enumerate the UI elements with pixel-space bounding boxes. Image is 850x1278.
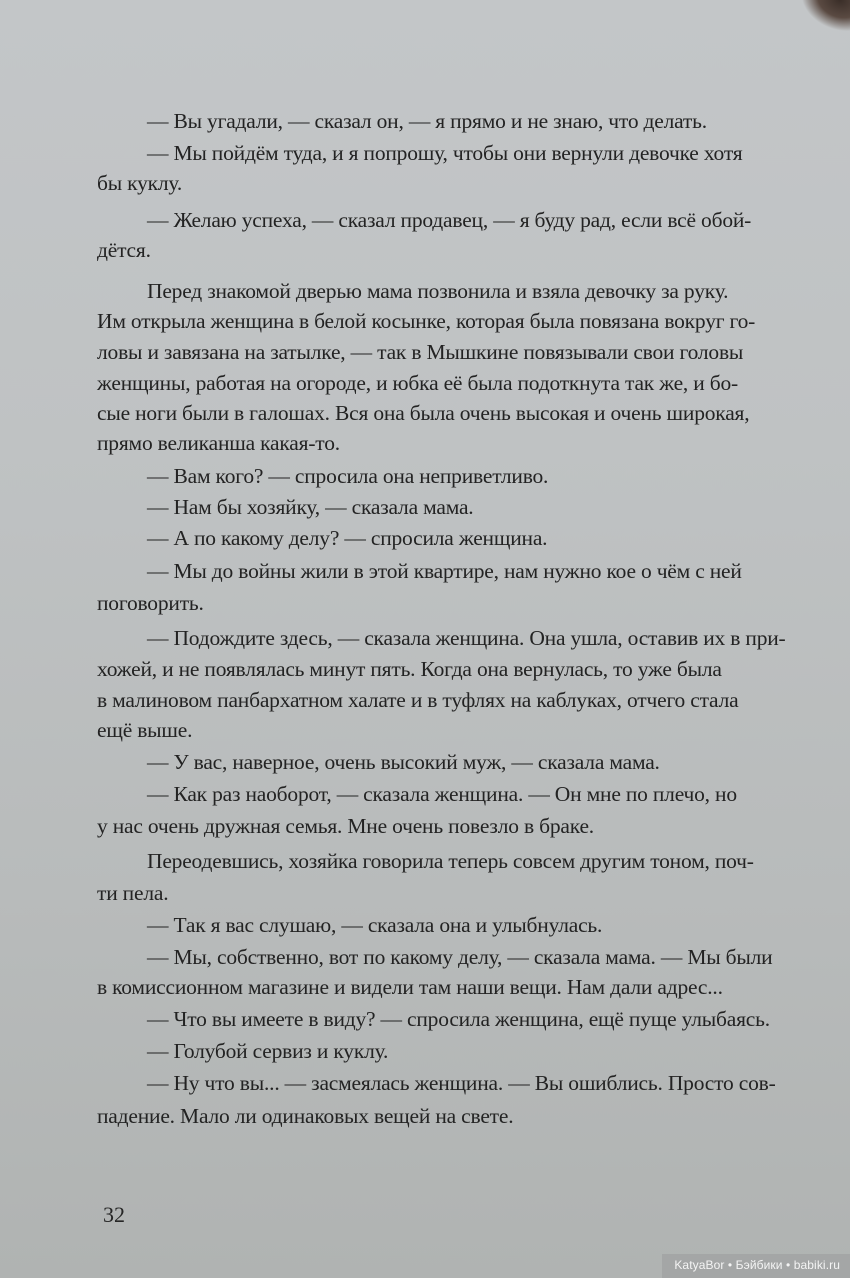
text-line: — Так я вас слушаю, — сказала она и улыбнулась. — [147, 913, 603, 937]
text-line: ловы и завязана на затылке, — так в Мышкине повязывали свои головы — [97, 340, 744, 364]
text-line: ти пела. — [97, 881, 169, 905]
page-number: 32 — [103, 1202, 125, 1227]
text-line: — Как раз наоборот, — сказала женщина. — Он мне по плечо, но — [147, 782, 737, 806]
text-line: сые ноги были в галошах. Вся она была очень высокая и очень широкая, — [97, 401, 750, 425]
text-line: в малиновом панбархатном халате и в туфлях на каблуках, отчего стала — [97, 688, 739, 712]
text-line: — Мы, собственно, вот по какому делу, — сказала мама. — Мы были — [147, 945, 773, 969]
text-line: — Вам кого? — спросила она неприветливо. — [147, 464, 549, 488]
text-line: женщины, работая на огороде, и юбка её была подоткнута так же, и бо- — [97, 371, 739, 395]
text-line: хожей, и не появлялась минут пять. Когда она вернулась, то уже была — [97, 657, 722, 681]
text-line: — Ну что вы... — засмеялась женщина. — Вы ошиблись. Просто сов- — [147, 1071, 776, 1095]
text-line: прямо великанша какая-то. — [97, 431, 340, 455]
text-line: — Что вы имеете в виду? — спросила женщина, ещё пуще улыбаясь. — [147, 1007, 770, 1031]
text-line: — Вы угадали, — сказал он, — я прямо и не знаю, что делать. — [147, 109, 707, 133]
text-line: поговорить. — [97, 591, 204, 615]
text-line: — А по какому делу? — спросила женщина. — [147, 526, 548, 550]
text-line: у нас очень дружная семья. Мне очень повезло в браке. — [97, 814, 594, 838]
text-line: Перед знакомой дверью мама позвонила и взяла девочку за руку. — [147, 279, 729, 303]
text-line: дётся. — [97, 238, 151, 262]
text-line: — Голубой сервиз и куклу. — [147, 1039, 389, 1063]
text-line: — Нам бы хозяйку, — сказала мама. — [147, 495, 474, 519]
text-line: — Мы пойдём туда, и я попрошу, чтобы они вернули девочке хотя — [147, 141, 743, 165]
text-line: — Мы до войны жили в этой квартире, нам нужно кое о чём с ней — [147, 559, 742, 583]
text-line: бы куклу. — [97, 171, 182, 195]
text-line: ещё выше. — [97, 718, 193, 742]
book-corner-shadow — [792, 0, 850, 42]
text-line: Им открыла женщина в белой косынке, которая была повязана вокруг го- — [97, 309, 756, 333]
text-line: Переодевшись, хозяйка говорила теперь совсем другим тоном, поч- — [147, 849, 754, 873]
text-line: падение. Мало ли одинаковых вещей на свете. — [97, 1104, 514, 1128]
text-line: — У вас, наверное, очень высокий муж, — сказала мама. — [147, 750, 660, 774]
text-line: в комиссионном магазине и видели там наши вещи. Нам дали адрес... — [97, 975, 723, 999]
text-line: — Желаю успеха, — сказал продавец, — я буду рад, если всё обой- — [147, 208, 752, 232]
watermark: KatyaBor • Бэйбики • babiki.ru — [662, 1254, 850, 1278]
text-line: — Подождите здесь, — сказала женщина. Она ушла, оставив их в при- — [147, 626, 786, 650]
